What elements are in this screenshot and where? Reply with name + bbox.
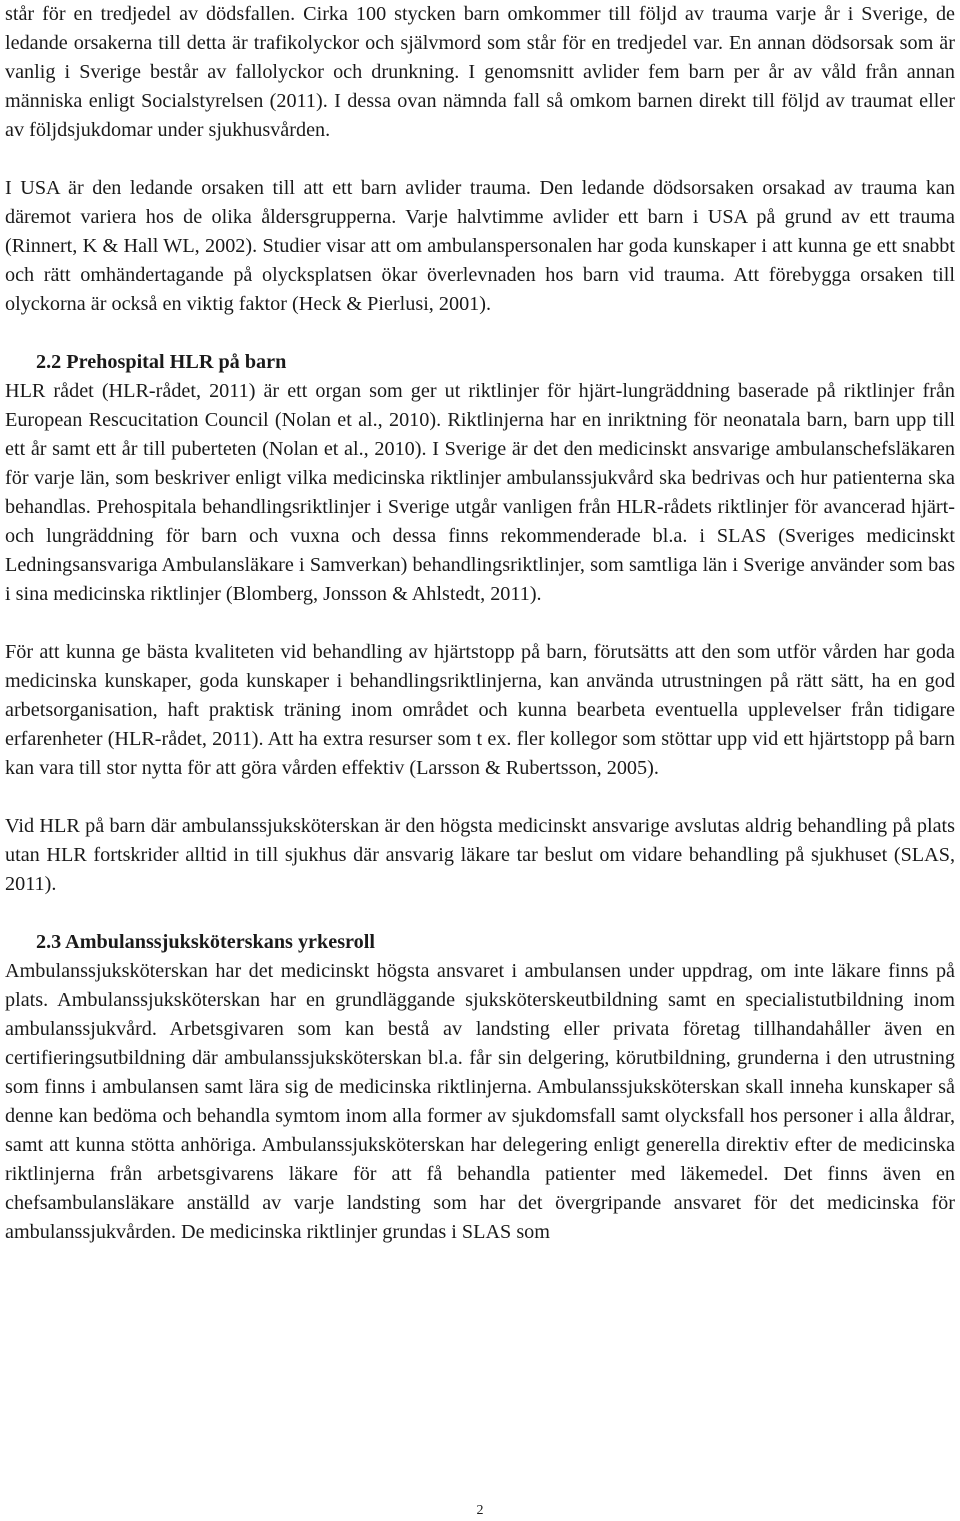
body-paragraph: Ambulanssjuksköterskan har det medicinskt högsta ansvaret i ambulansen under uppdrag, om inte läkare finns på plats. Ambulanssjuksköterskan har en grundläggande sjuksköterskeutbildning samt en specialistutbildning inom ambulanssjukvård. Arbetsgivaren som kan bestå av landsting eller privata företag tillhandahåller även en certifieringsutbildning där ambulanssjuksköterskan bl.a. får sin delgering, körutbildning, grunderna i den utrustning som finns i ambulansen samt lära sig de medicinska riktlinjerna. Ambulanssjuksköterskan skall inneha kunskaper så denne kan bedöma och behandla symtom inom alla former av sjukdomsfall samt olycksfall hos personer i alla åldrar, samt att kunna stötta anhöriga. Ambulanssjuksköterskan har delegering enligt generella direktiv efter de medicinska riktlinjerna från arbetsgivarens läkare för att få behandla patienter med läkemedel. Det finns även en chefsambulansläkare anställd av varje landsting som har det övergripande ansvaret för det medicinska för ambulanssjukvården. De medicinska riktlinjer grundas i SLAS som: [5, 960, 955, 1243]
section-heading: 2.3 Ambulanssjuksköterskans yrkesroll: [36, 931, 375, 953]
body-paragraph: Vid HLR på barn där ambulanssjuksköterskan är den högsta medicinskt ansvarige avslutas aldrig behandling på plats utan HLR fortskrider alltid in till sjukhus där ansvarig läkare tar beslut om vidare behandling på sjukhuset (SLAS, 2011).: [5, 815, 955, 895]
body-paragraph: För att kunna ge bästa kvaliteten vid behandling av hjärtstopp på barn, förutsätts att den som utför vården har goda medicinska kunskaper, goda kunskaper i behandlingsriktlinjerna, kan använda utrustningen på rätt sätt, ha en god arbetsorganisation, haft praktisk träning inom området och kunna bearbeta eventuella upplevelser från tidigare erfarenheter (HLR-rådet, 2011). Att ha extra resurser som t ex. fler kollegor som stöttar upp vid ett hjärtstopp på barn kan vara till stor nytta för att göra vården effektiv (Larsson & Rubertsson, 2005).: [5, 641, 955, 779]
body-paragraph: I USA är den ledande orsaken till att ett barn avlider trauma. Den ledande dödsorsaken orsakad av trauma kan däremot variera hos de olika åldersgrupperna. Varje halvtimme avlider ett barn i USA på grund av ett trauma (Rinnert, K & Hall WL, 2002). Studier visar att om ambulanspersonalen har goda kunskaper i att kunna ge ett snabbt och rätt omhändertagande på olycksplatsen ökar överlevnaden hos barn vid trauma. Att förebygga orsaken till olyckorna är också en viktig faktor (Heck & Pierlusi, 2001).: [5, 177, 955, 315]
page-number: 2: [476, 1503, 484, 1518]
body-paragraph: står för en tredjedel av dödsfallen. Cirka 100 stycken barn omkommer till följd av trauma varje år i Sverige, de ledande orsakerna till detta är trafikolyckor och självmord som står för en tredjedel var. En annan dödsorsak som är vanlig i Sverige består av fallolyckor och drunkning. I genomsnitt avlider fem barn per år av våld från annan människa enligt Socialstyrelsen (2011). I dessa ovan nämnda fall så omkom barnen direkt till följd av traumat eller av följdsjukdomar under sjukhusvården.: [5, 3, 955, 141]
section-heading: 2.2 Prehospital HLR på barn: [36, 351, 287, 373]
body-paragraph: HLR rådet (HLR-rådet, 2011) är ett organ som ger ut riktlinjer för hjärt-lungräddning baserade på riktlinjer från European Rescucitation Council (Nolan et al., 2010). Riktlinjerna har en inriktning för neonatala barn, barn upp till ett år samt ett år till puberteten (Nolan et al., 2010). I Sverige är det den medicinskt ansvarige ambulanschefsläkaren för varje län, som beskriver enligt vilka medicinska riktlinjer ambulanssjukvård ska bedrivas och hur patienterna ska behandlas. Prehospitala behandlingsriktlinjer i Sverige utgår vanligen från HLR-rådets riktlinjer för avancerad hjärt- och lungräddning för barn och vuxna och dessa finns rekommenderade bl.a. i SLAS (Sveriges medicinskt Ledningsansvariga Ambulansläkare i Samverkan) behandlingsriktlinjer, som samtliga län i Sverige använder som bas i sina medicinska riktlinjer (Blomberg, Jonsson & Ahlstedt, 2011).: [5, 380, 955, 605]
document-page: [5, 0, 955, 1247]
